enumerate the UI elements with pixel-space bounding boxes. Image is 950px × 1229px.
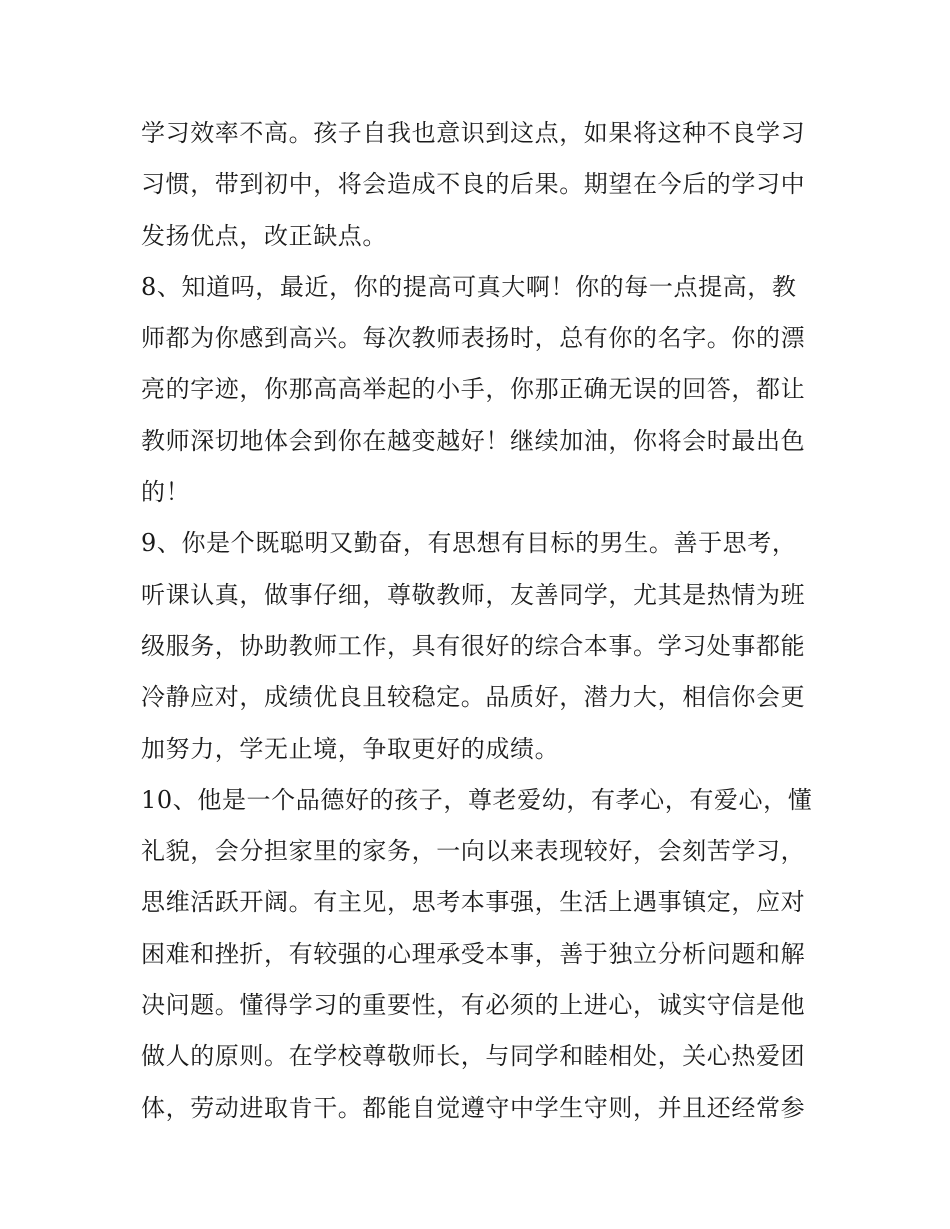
- text-line: 师都为你感到高兴。每次教师表扬时，总有你的名字。你的漂: [141, 324, 806, 353]
- text-line: 听课认真，做事仔细，尊敬教师，友善同学，尤其是热情为班: [141, 580, 806, 609]
- text-line: 加努力，学无止境，争取更好的成绩。: [141, 734, 560, 763]
- text-line: 亮的字迹，你那高高举起的小手，你那正确无误的回答，都让: [141, 375, 806, 404]
- text-line: 习惯，带到初中，将会造成不良的后果。期望在今后的学习中: [141, 170, 806, 199]
- text-line: 级服务，协助教师工作，具有很好的综合本事。学习处事都能: [141, 631, 806, 660]
- text-line: 决问题。懂得学习的重要性，有必须的上进心，诚实守信是他: [141, 991, 806, 1020]
- text-line: 体，劳动进取肯干。都能自觉遵守中学生守则，并且还经常参: [141, 1093, 806, 1122]
- body-text: [141, 108, 813, 1134]
- text-line: 9、你是个既聪明又勤奋，有思想有目标的男生。善于思考，: [141, 529, 797, 558]
- text-line: 8、知道吗，最近，你的提高可真大啊！你的每一点提高，教: [141, 272, 797, 301]
- text-line: 冷静应对，成绩优良且较稳定。品质好，潜力大，相信你会更: [141, 683, 806, 712]
- text-line: 发扬优点，改正缺点。: [141, 221, 387, 250]
- text-line: 教师深切地体会到你在越变越好！继续加油，你将会时最出色: [141, 426, 806, 455]
- text-line: 10、他是一个品德好的孩子，尊老爱幼，有孝心，有爱心，懂: [141, 785, 813, 814]
- text-line: 学习效率不高。孩子自我也意识到这点，如果将这种不良学习: [141, 119, 806, 147]
- text-line: 思维活跃开阔。有主见，思考本事强，生活上遇事镇定，应对: [141, 888, 806, 917]
- text-line: 礼貌，会分担家里的家务，一向以来表现较好，会刻苦学习，: [141, 837, 806, 866]
- text-line: 做人的原则。在学校尊敬师长，与同学和睦相处，关心热爱团: [141, 1042, 806, 1071]
- text-line: 困难和挫折，有较强的心理承受本事，善于独立分析问题和解: [141, 939, 806, 968]
- text-line: 的！: [141, 478, 191, 507]
